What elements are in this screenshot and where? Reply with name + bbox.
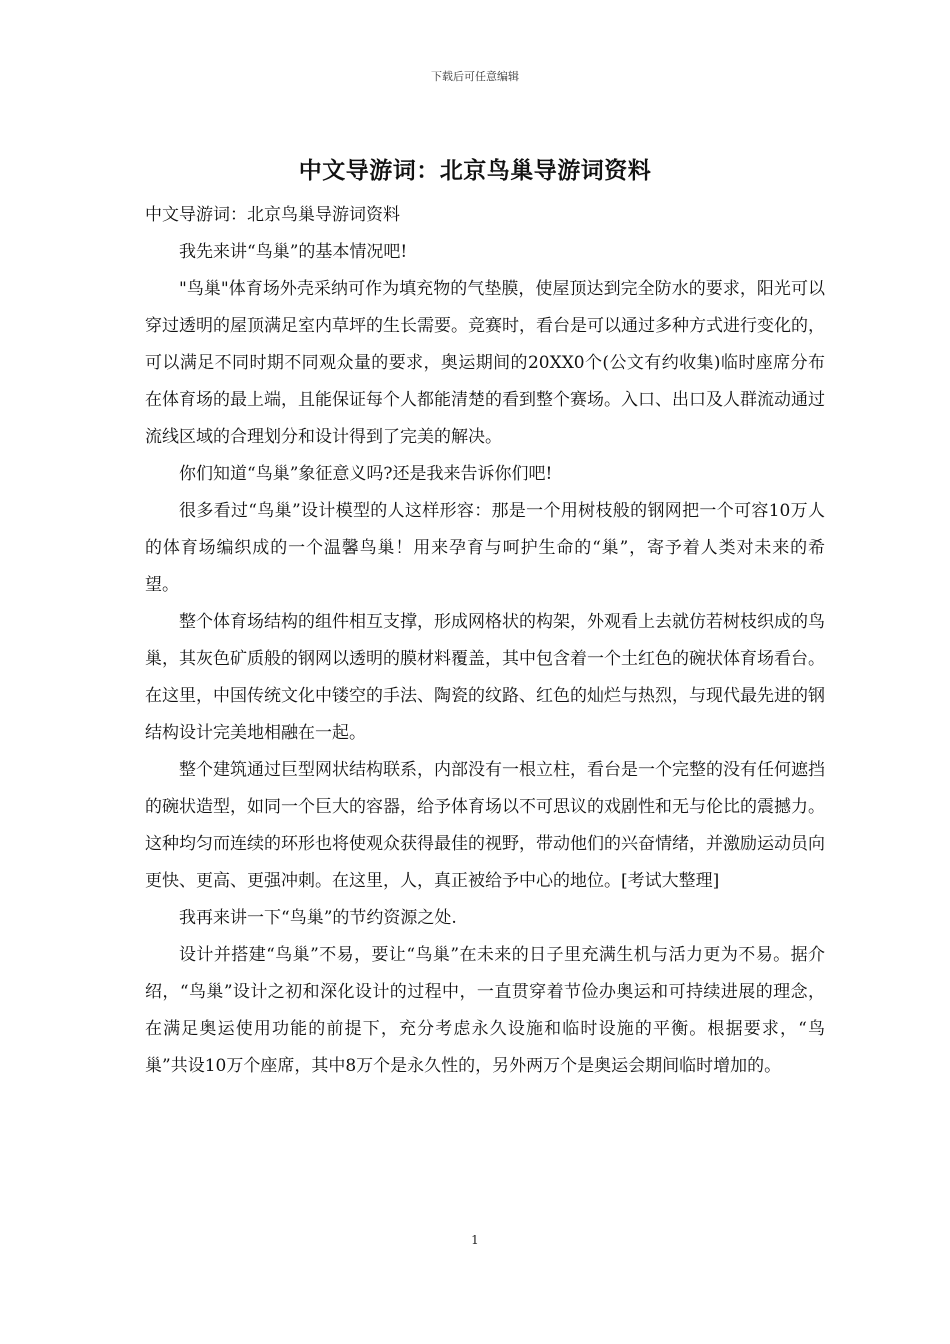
paragraph: 整个体育场结构的组件相互支撑，形成网格状的构架，外观看上去就仿若树枝织成的鸟巢，其灰色矿质般的钢网以透明的膜材料覆盖，其中包含着一个土红色的碗状体育场看台。在这里，中国传统文化中镂空的手法、陶瓷的纹路、红色的灿烂与热烈，与现代最先进的钢结构设计完美地相融在一起。 (145, 612, 825, 743)
document-body (145, 197, 825, 1085)
paragraph: 设计并搭建“鸟巢”不易，要让“鸟巢”在未来的日子里充满生机与活力更为不易。据介绍，“鸟巢”设计之初和深化设计的过程中，一直贯穿着节俭办奥运和可持续进展的理念，在满足奥运使用功能的前提下，充分考虑永久设施和临时设施的平衡。根据要求，“鸟巢”共设10万个座席，其中8万个是永久性的，另外两万个是奥运会期间临时增加的。 (145, 945, 825, 1076)
page-number: 1 (471, 1233, 479, 1247)
paragraph: 你们知道“鸟巢”象征意义吗?还是我来告诉你们吧! (179, 464, 553, 484)
document-title: 中文导游词：北京鸟巢导游词资料 (298, 158, 652, 184)
paragraph: 很多看过“鸟巢”设计模型的人这样形容：那是一个用树枝般的钢网把一个可容10万人的体育场编织成的一个温馨鸟巢！用来孕育与呵护生命的“巢”，寄予着人类对未来的希望。 (145, 501, 825, 595)
header-note: 下载后可任意编辑 (431, 70, 519, 83)
paragraph: "鸟巢"体育场外壳采纳可作为填充物的气垫膜，使屋顶达到完全防水的要求，阳光可以穿过透明的屋顶满足室内草坪的生长需要。竞赛时，看台是可以通过多种方式进行变化的，可以满足不同时期不同观众量的要求，奥运期间的20XX0个(公文有约收集)临时座席分布在体育场的最上端，且能保证每个人都能清楚的看到整个赛场。入口、出口及人群流动通过流线区域的合理划分和设计得到了完美的解决。 (145, 279, 825, 447)
paragraph: 我先来讲“鸟巢”的基本情况吧! (179, 242, 408, 262)
paragraph: 我再来讲一下“鸟巢”的节约资源之处. (179, 908, 457, 928)
paragraph: 整个建筑通过巨型网状结构联系，内部没有一根立柱，看台是一个完整的没有任何遮挡的碗状造型，如同一个巨大的容器，给予体育场以不可思议的戏剧性和无与伦比的震撼力。这种均匀而连续的环形也将使观众获得最佳的视野，带动他们的兴奋情绪，并激励运动员向更快、更高、更强冲刺。在这里，人，真正被给予中心的地位。[考试大整理] (145, 760, 825, 891)
subtitle-line: 中文导游词：北京鸟巢导游词资料 (145, 205, 400, 225)
